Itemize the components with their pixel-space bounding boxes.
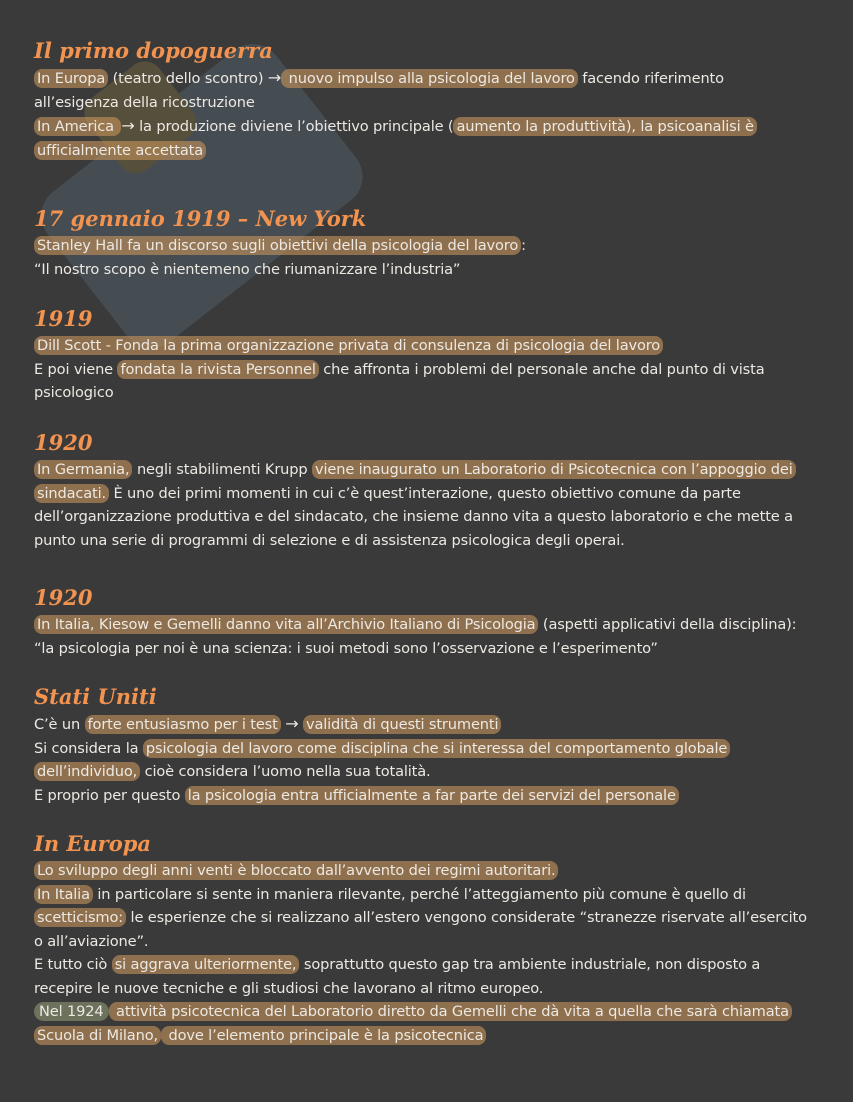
highlighted-text: sindacati. [34,484,109,503]
highlighted-text: la psicologia entra ufficialmente a far parte dei servizi del personale [185,786,679,805]
text-line [34,737,824,761]
highlighted-text: In Italia [34,885,93,904]
section-heading: 1919 [34,306,93,331]
text-line [34,883,824,907]
highlighted-text: validità di questi strumenti [303,715,501,734]
text: cioè considera l’uomo nella sua totalità. [140,763,431,780]
highlighted-text: In Germania, [34,460,132,479]
highlighted-text: fondata la rivista Personnel [117,360,318,379]
quote-text: “Il nostro scopo è nientemeno che riumanizzare l’industria” [34,260,461,278]
text-line [34,760,824,784]
text-line [34,1024,824,1048]
text: : [521,237,526,254]
text: (aspetti applicativi della disciplina): [538,616,797,633]
section-heading: 17 gennaio 1919 – New York [34,206,367,231]
quote-line [34,258,824,282]
text-line [34,1000,824,1024]
text: facendo riferimento [577,70,724,87]
text-line [34,712,824,737]
text-line [34,334,824,358]
text: le esperienze che si realizzano all’estero vengono considerate “stranezze riservate all’esercito [126,909,807,926]
text: che affronta i problemi del personale anche dal punto di vista [318,360,765,378]
highlighted-text: si aggrava ulteriormente, [112,955,300,974]
highlighted-text: In Europa [34,69,108,88]
text: o all’aviazione”. [34,932,149,950]
highlighted-text: forte entusiasmo per i test [85,715,281,734]
text: la produzione diviene l’obiettivo principale ( [134,118,454,135]
highlighted-text: In Italia, Kiesow e Gemelli danno vita all’Archivio Italiano di Psicologia [34,615,538,634]
highlighted-text: Nel 1924 [34,1002,109,1021]
text-line [34,859,824,883]
highlighted-text: Dill Scott - Fonda la prima organizzazione privata di consulenza di psicologia del lavoro [34,336,663,355]
section-1919 [34,306,824,405]
quote-text: “la psicologia per noi è una scienza: i suoi metodi sono l’osservazione e l’esperimento” [34,639,658,657]
text: negli stabilimenti Krupp [132,461,312,478]
highlighted-text: psicologia del lavoro come disciplina che si interessa del comportamento globale [143,739,730,758]
text: (teatro dello scontro) [108,70,268,87]
text: E proprio per questo [34,786,185,804]
text-line [34,529,824,553]
text-line [34,977,824,1001]
section-heading: 1920 [34,430,93,455]
section-new-york [34,206,824,281]
text: E poi viene [34,360,118,378]
text: C’è un [34,716,85,733]
text: È uno dei primi momenti in cui c’è quest’interazione, questo obiettivo comune da parte [109,484,741,502]
section-heading: 1920 [34,585,93,610]
section-1920-italia [34,585,824,660]
text-line [34,234,824,258]
highlighted-text: dell’individuo, [34,762,140,781]
section-heading: Stati Uniti [34,684,157,709]
text-line [34,784,824,808]
section-1920-germania [34,430,824,552]
text: Si considera la [34,739,143,757]
text-line [34,381,824,405]
text-line [34,613,824,637]
section-stati-uniti [34,684,824,807]
text-line [34,930,824,954]
text: punto una serie di programmi di selezione e di assistenza psicologica degli operai. [34,531,625,549]
highlighted-text: aumento la produttività), la psicoanalisi è [453,117,756,136]
highlighted-text: Lo sviluppo degli anni venti è bloccato dall’avvento dei regimi autoritari. [34,861,558,880]
text: psicologico [34,384,114,401]
arrow-icon: → [267,68,282,87]
highlighted-text: ufficialmente accettata [34,141,206,160]
section-heading: Il primo dopoguerra [34,38,273,63]
highlighted-text: Stanley Hall fa un discorso sugli obiettivi della psicologia del lavoro [34,236,521,255]
arrow-icon: → [285,714,299,733]
text-line [34,358,824,382]
text: in particolare si sente in maniera rilevante, perché l’atteggiamento più comune è quello di [92,885,746,903]
text: E tutto ciò [34,956,112,973]
text-line [34,906,824,930]
text-line [34,458,824,482]
arrow-icon: → [121,116,135,135]
text-line [34,139,824,163]
quote-line [34,637,824,661]
text-line [34,482,824,506]
highlighted-text: dove l’elemento principale è la psicotecnica [161,1026,486,1045]
text: soprattutto questo gap tra ambiente industriale, non disposto a [299,956,761,973]
text-line [34,91,824,115]
highlighted-text: Scuola di Milano, [34,1026,161,1045]
text-line [34,505,824,529]
highlighted-text: scetticismo: [34,908,126,927]
highlighted-text: In America [34,117,121,136]
highlighted-text: attività psicotecnica del Laboratorio diretto da Gemelli che dà vita a quella che sarà chiamata [109,1002,792,1021]
text: recepire le nuove tecniche e gli studiosi che lavorano al ritmo europeo. [34,979,544,997]
section-in-europa [34,831,824,1047]
text: all’esigenza della ricostruzione [34,93,255,111]
text: dell’organizzazione produttiva e del sindacato, che insieme danno vita a questo laboratorio e che mette a [34,508,793,525]
text-line [34,953,824,977]
highlighted-text: nuovo impulso alla psicologia del lavoro [281,69,578,88]
section-primo-dopoguerra [34,38,824,162]
section-heading: In Europa [34,831,152,856]
text-line [34,114,824,139]
text-line [34,66,824,91]
highlighted-text: viene inaugurato un Laboratorio di Psicotecnica con l’appoggio dei [312,460,796,479]
